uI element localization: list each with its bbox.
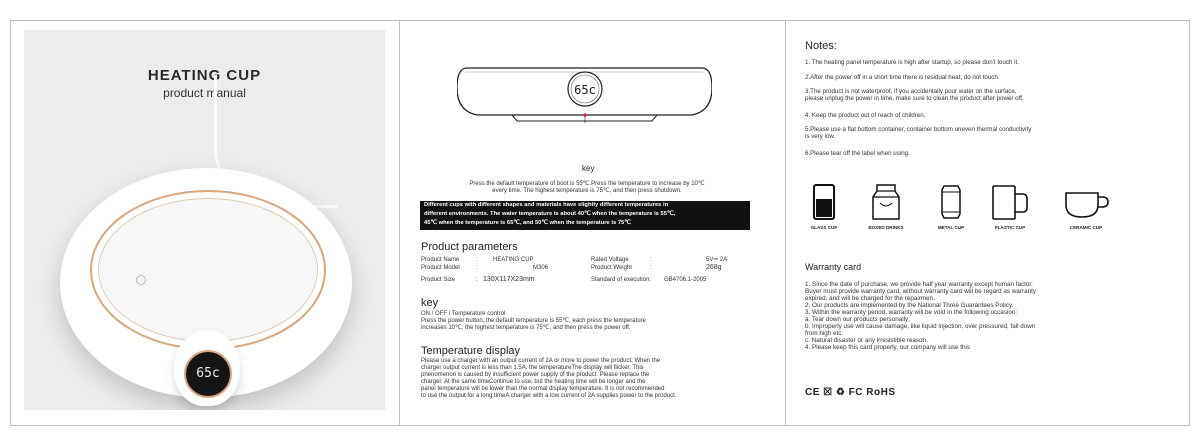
param-label: Rated Voltage xyxy=(591,257,629,263)
text-line: 2.After the power off in a short time there is residual heat, do not touch. xyxy=(805,74,1000,81)
plastic-cup-item xyxy=(985,183,1035,230)
param-label: Product Name xyxy=(421,257,460,263)
cup-label: METAL CUP xyxy=(937,225,965,230)
text-line: panel temperature will be lower than the normal display temperature. It is not recommended xyxy=(421,386,665,392)
text-line: Press the default temperature of boot is 55℃.Press the temperature to increase by 10℃ xyxy=(469,181,705,187)
boxed-drink-item xyxy=(858,183,914,230)
text-line: 6.Please tear off the label when using. xyxy=(805,150,910,157)
text-line: 3.The product is not waterproof, if you accidentally pour water on the surface, xyxy=(805,88,1017,95)
text-line: phenomenon is caused by insufficient power supply of the product. Please replace the xyxy=(421,372,650,378)
text-line: from high etc. xyxy=(805,330,844,337)
text-line: 45℃ when the temperature is 65℃, and 50℃ when the temperature is 75℃ xyxy=(424,220,631,226)
text-line: please unplug the power in time, make sure to clean the product after power off. xyxy=(805,95,1024,102)
panel-divider xyxy=(399,20,400,425)
text-line: c. Natural disaster or any irresistible reason. xyxy=(805,337,928,344)
heating-plate xyxy=(90,190,326,350)
param-label: Product Weight xyxy=(591,265,632,271)
temperature-display-heading: Temperature display xyxy=(421,345,521,357)
cover-title: HEATING CUP xyxy=(147,67,262,84)
text-line: 4. Keep the product out of reach of children. xyxy=(805,112,926,119)
param-value: M306 xyxy=(533,265,549,271)
brand-logo-icon xyxy=(136,275,146,285)
text-line: 3. Within the warranty period, warranty will be void in the following occasion: xyxy=(805,309,1018,316)
text-line: 1. The heating panel temperature is high after startup, so please don't touch it. xyxy=(805,59,1019,66)
panel-divider xyxy=(1189,20,1190,425)
cup-label: BOXED DRINKS xyxy=(868,225,904,230)
note-item xyxy=(805,88,1175,102)
text-line: every time. The highest temperature is 75℃, and then press shutdown. xyxy=(492,188,682,194)
text-line: different environments. The water temperature is about 40℃ when the temperature is 55℃, xyxy=(424,211,676,217)
key-description xyxy=(421,311,741,332)
ceramic-cup-icon xyxy=(1062,183,1110,221)
param-value: GB4706.1-2005 xyxy=(664,277,707,283)
param-value: HEATING CUP xyxy=(493,257,534,263)
cup-label: GLASS CUP xyxy=(810,225,838,230)
note-item xyxy=(805,112,1175,119)
param-sep: : xyxy=(650,257,652,263)
param-value: 268g xyxy=(706,264,722,271)
page-border-top xyxy=(10,20,1190,21)
text-line: Buyer must provide warranty card, without warranty card will be regard as warranty xyxy=(805,288,1036,295)
warranty-heading: Warranty card xyxy=(805,262,862,272)
note-item xyxy=(805,59,1175,66)
text-line: a. Tear down our products personally; xyxy=(805,316,910,323)
warranty-text xyxy=(805,281,1165,351)
param-label: Standard of execution: xyxy=(591,277,652,283)
ceramic-cup-item xyxy=(1056,183,1116,230)
key-callout-label: key xyxy=(582,164,595,173)
text-line: Different cups with different shapes and materials have slightly different temperatures in xyxy=(424,202,669,208)
text-line: is very low. xyxy=(805,133,836,140)
param-value: 130X117X23mm xyxy=(483,276,535,283)
param-label: Product Model xyxy=(421,265,460,271)
glass-cup-item xyxy=(804,183,844,230)
device-display: 65c xyxy=(574,83,596,97)
panel-divider xyxy=(785,20,786,425)
notes-heading: Notes: xyxy=(805,40,837,52)
panel-divider xyxy=(10,20,11,425)
cover-display: 65c xyxy=(184,350,232,398)
text-line: 5.Please use a flat bottom container, container bottom uneven thermal conductivity xyxy=(805,126,1032,133)
text-line: Please use a charger with an output current of 2A or more to power the product. When the xyxy=(421,358,661,364)
param-value: 5V⎓ 2A xyxy=(706,257,728,263)
text-line: expired, and will be charged for the repairmen. xyxy=(805,295,935,302)
page-border-bottom xyxy=(10,425,1190,426)
text-line: increases 10℃, the highest temperature is 75℃, and then press the power off. xyxy=(421,325,631,331)
text-line: charger output current is less than 1.5A, the temperatureThe display will flicker. This xyxy=(421,365,644,371)
glass-cup-icon xyxy=(812,183,836,221)
text-line: 2. Our products are implemented by the National Three Guarantees Policy. xyxy=(805,302,1014,309)
param-label: Product Size xyxy=(421,277,456,283)
cover-subtitle: product manual xyxy=(163,86,246,100)
key-heading: key xyxy=(421,297,439,309)
cover-panel xyxy=(24,30,385,410)
temperature-note-box xyxy=(420,201,750,230)
cup-label: CERAMIC CUP xyxy=(1069,225,1103,230)
temperature-display-description xyxy=(421,358,756,400)
params-heading: Product parameters xyxy=(421,241,518,253)
cup-label: PLASTIC CUP xyxy=(994,225,1026,230)
text-line: to use the output for a long timeA charger with a low current of 2A supplies power to the product. xyxy=(421,393,677,399)
text-line: 1. Since the date of purchase, we provide half year warranty except human factor. xyxy=(805,281,1033,288)
default-temp-note xyxy=(422,181,752,195)
note-item xyxy=(805,74,1175,81)
param-sep: : xyxy=(476,277,478,283)
boxed-drink-icon xyxy=(872,183,900,221)
note-item xyxy=(805,150,1175,157)
text-line: b. Improperly use will cause damage, like liquid injection, over pressured, fall down xyxy=(805,323,1036,330)
certification-marks: CE ☒ ♻ FC RoHS xyxy=(805,387,896,398)
plastic-cup-icon xyxy=(991,183,1029,221)
param-sep: : xyxy=(476,257,478,263)
text-line: ON / OFF / Temperature control xyxy=(421,311,506,317)
device-side-view xyxy=(457,63,712,123)
note-item xyxy=(805,126,1175,140)
text-line: 4. Please keep this card properly, our company will use this xyxy=(805,344,971,351)
text-line: charger. At the same timeContinue to use, but the heating time will be longer and the xyxy=(421,379,646,385)
param-sep: : xyxy=(476,265,478,271)
metal-cup-icon xyxy=(940,183,962,221)
param-sep: : xyxy=(650,265,652,271)
text-line: Press the power button, the default temperature is 55℃, each press the temperature xyxy=(421,318,646,324)
metal-cup-item xyxy=(928,183,974,230)
